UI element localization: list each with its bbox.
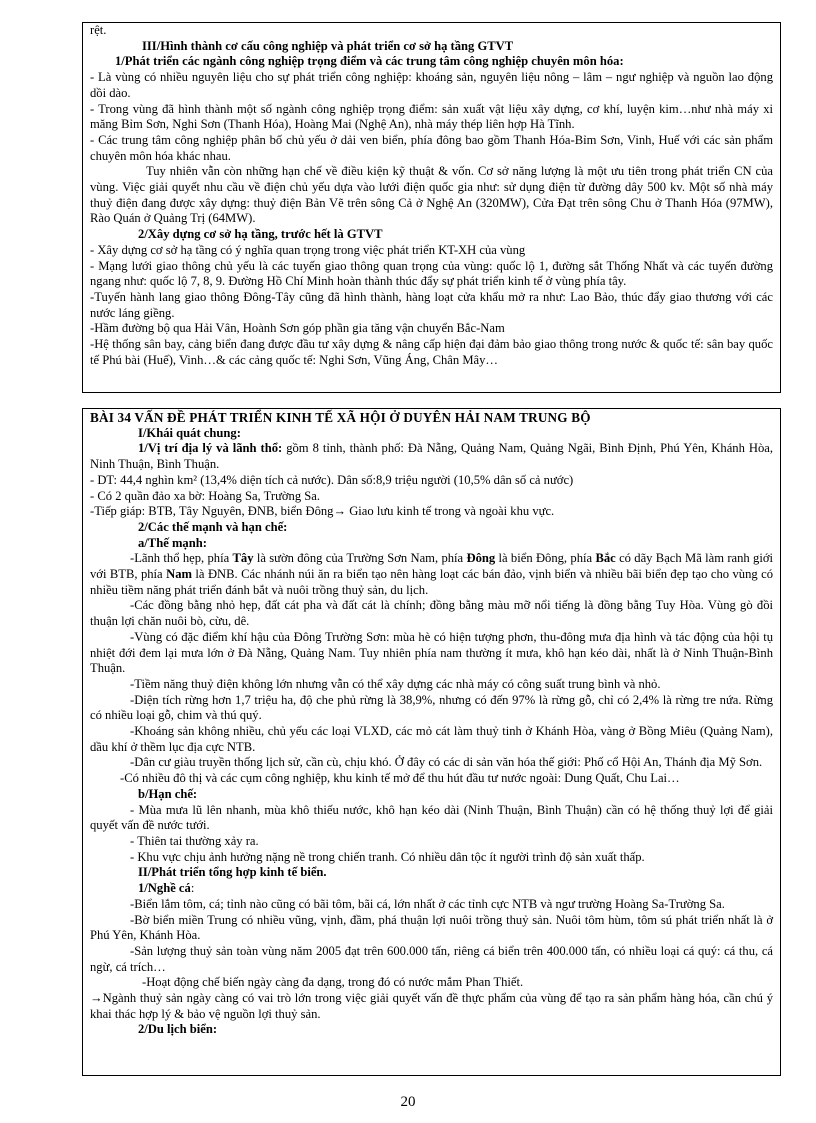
paragraph: -Có nhiều đô thị và các cụm công nghiệp, khu kinh tế mở để thu hút đầu tư nước ngoài: Dung Quất, Chu Lai… [120, 771, 680, 786]
paragraph: -Hầm đường bộ qua Hải Vân, Hoành Sơn góp phần gia tăng vận chuyển Bắc-Nam [90, 321, 505, 336]
paragraph [90, 441, 773, 472]
paragraph: -Hoạt động chế biến ngày càng đa dạng, trong đó có nước mắm Phan Thiết. [142, 975, 524, 990]
text-run: là biển Đông, phía [495, 551, 596, 566]
paragraph: -Các đồng bằng nhỏ hẹp, đất cát pha và đất cát là chính; đồng bằng màu mỡ nổi tiếng là đồng bằng Tuy Hòa. Vùng gò đồi thuận lợi chăn nuôi bò, cừu, dê. [90, 598, 773, 629]
subsection-heading: 2/Các thế mạnh và hạn chế: [138, 519, 288, 534]
paragraph: -Tiếp giáp: BTB, Tây Nguyên, ĐNB, biển Đông→ Giao lưu kinh tế trong và ngoài khu vực. [90, 504, 555, 519]
paragraph: -Bờ biển miền Trung có nhiều vũng, vịnh, đầm, phá thuận lợi nuôi trồng thuỷ sản. Nuôi tôm hùm, tôm sú phát triển nhất là ở Phú Yên, Khánh Hòa. [90, 912, 773, 943]
paragraph: -Diện tích rừng hơn 1,7 triệu ha, độ che phủ rừng là 38,9%, nhưng có đến 97% là rừng gỗ, chỉ có 2,4% là rừng tre nứa. Rừng có nhiều loại gỗ, chim và thú quý. [90, 692, 773, 723]
section-heading: II/Phát triển tổng hợp kinh tế biển. [138, 865, 327, 880]
paragraph: Tuy nhiên vẫn còn những hạn chế về điều kiện kỹ thuật & vốn. Cơ sở năng lượng là một ưu tiên trong phát triển CN của vùng. Việc giải quyết nhu cầu về điện chủ yếu dựa vào lưới điện quốc gia như: sử dụng điện từ đường dây 500 kv. Một số nhà máy thuỷ điện đang được xây dựng: thuỷ điện Bản Vẽ trên sông Cả ở Nghệ An (320MW), Cửa Đạt trên sông Chu ở Thanh Hóa (97MW), Rào Quán ở Quảng Trị (64MW). [90, 164, 773, 226]
subsection-heading: 1/Phát triển các ngành công nghiệp trọng điểm và các trung tâm công nghiệp chuyên môn hóa: [115, 54, 624, 69]
text-run: là sườn đông của Trường Sơn Nam, phía [253, 551, 467, 566]
paragraph-text: gồm 8 tỉnh, thành phố: Đà Nẵng, Quảng Nam, Quảng Ngãi, Bình Định, Phú Yên, Khánh Hòa, Ninh Thuận, Bình Thuận. [90, 441, 773, 472]
paragraph: - DT: 44,4 nghìn km² (13,4% diện tích cả nước). Dân số:8,9 triệu người (10,5% dân số cả nước) [90, 472, 574, 487]
paragraph: -Khoáng sản không nhiều, chủ yếu các loại VLXD, các mỏ cát làm thuỷ tinh ở Khánh Hòa, vàng ở Bồng Miêu (Quảng Nam), dầu khí ở thềm lục địa cực NTB. [90, 724, 773, 754]
text-run: : [190, 881, 195, 896]
subsection-heading: 2/Xây dựng cơ sở hạ tầng, trước hết là GTVT [138, 227, 383, 242]
text-run-bold: Tây [232, 551, 254, 566]
paragraph: -Biển lắm tôm, cá; tỉnh nào cũng có bãi tôm, bãi cá, lớn nhất ở các tỉnh cực NTB và ngư trường Hoàng Sa-Trường Sa. [130, 896, 725, 911]
lesson-title: BÀI 34 VẤN ĐỀ PHÁT TRIỂN KINH TẾ XÃ HỘI Ở DUYÊN HẢI NAM TRUNG BỘ [90, 410, 591, 425]
paragraph: -Sản lượng thuỷ sản toàn vùng năm 2005 đạt trên 600.000 tấn, riêng cá biển trên 400.000 tấn, có nhiều loại cá quý: cá thu, cá ngừ, cá trích… [90, 943, 773, 974]
lead-text: rệt. [90, 23, 107, 37]
paragraph: - Là vùng có nhiều nguyên liệu cho sự phát triển công nghiệp: khoáng sản, nguyên liệu nông – lâm – ngư nghiệp và nguồn lao động dồi dào. [90, 70, 773, 100]
section-frame-2 [82, 408, 781, 1076]
paragraph: -Tuyến hành lang giao thông Đông-Tây cũng đã hình thành, hàng loạt cửa khẩu mở ra như: Lao Bảo, thúc đẩy giao thương với các nước láng giềng. [90, 289, 773, 320]
paragraph: - Xây dựng cơ sở hạ tầng có ý nghĩa quan trọng trong việc phát triển KT-XH của vùng [90, 242, 526, 257]
text-run-bold: Đông [466, 551, 496, 566]
paragraph: - Trong vùng đã hình thành một số ngành công nghiệp trọng điểm: sản xuất vật liệu xây dựng, cơ khí, luyện kim…như nhà máy xi măng Bỉm Sơn, Nghi Sơn (Thanh Hóa), Hoàng Mai (Nghệ An), nhà máy thép liên hợp Hà Tĩnh. [90, 101, 773, 132]
subsection-heading: b/Hạn chế: [138, 786, 198, 801]
paragraph: - Các trung tâm công nghiệp phân bố chủ yếu ở dải ven biển, phía đông bao gồm Thanh Hóa-Bỉm Sơn, Vinh, Huế với các sản phẩm chuyên môn hóa khác nhau. [90, 132, 773, 163]
paragraph: - Mùa mưa lũ lên nhanh, mùa khô thiếu nước, khô hạn kéo dài (Ninh Thuận, Bình Thuận) cần có hệ thống thuỷ lợi để giải quyết vấn đề nước tưới. [90, 802, 773, 833]
section-heading: III/Hình thành cơ cấu công nghiệp và phát triển cơ sở hạ tầng GTVT [142, 38, 514, 53]
text-run: -Lãnh thổ hẹp, phía [130, 551, 233, 566]
paragraph [90, 551, 773, 598]
section-heading: I/Khái quát chung: [138, 425, 241, 440]
paragraph: -Tiềm năng thuỷ điện không lớn nhưng vẫn có thể xây dựng các nhà máy có công suất trung bình và nhỏ. [130, 676, 661, 691]
paragraph: -Dân cư giàu truyền thống lịch sử, cần cù, chịu khó. Ở đây có các di sản văn hóa thế giới: Phố cổ Hội An, Thánh địa Mỹ Sơn. [130, 755, 763, 770]
paragraph: -Hệ thống sân bay, cảng biển đang được đầu tư xây dựng & nâng cấp hiện đại đảm bảo giao thông trong nước & quốc tế: sân bay quốc tế Phú bài (Huế), Vinh…& các cảng quốc tế: Nghi Sơn, Vũng Áng, Chân Mây… [90, 337, 773, 367]
paragraph: - Có 2 quần đảo xa bờ: Hoàng Sa, Trường Sa. [90, 488, 321, 503]
subheading-bold: 1/Nghề cá [138, 881, 191, 896]
section-frame-1 [82, 22, 781, 393]
paragraph: - Thiên tai thường xảy ra. [130, 833, 259, 848]
subsection-heading: 2/Du lịch biển: [138, 1022, 218, 1037]
text-run-bold: Bắc [595, 551, 616, 566]
paragraph: - Khu vực chịu ảnh hưởng nặng nề trong chiến tranh. Có nhiều dân tộc ít người trình độ sản xuất thấp. [130, 849, 645, 864]
paragraph: - Mạng lưới giao thông chủ yếu là các tuyến giao thông quan trọng của vùng: quốc lộ 1, đường sắt Thống Nhất và các tuyến đường ngang như: quốc lộ 7, 8, 9. Đường Hồ Chí Minh hoàn thành thúc đẩy sự phát triển kinh tế ở vùng phía tây. [90, 258, 773, 289]
text-run-bold: Nam [166, 567, 192, 582]
page-number: 20 [400, 1094, 416, 1110]
text-run: có dãy Bạch Mã làm ranh giới với BTB, phía [90, 551, 773, 582]
subsection-heading: a/Thế mạnh: [138, 535, 207, 550]
paragraph: →Ngành thuỷ sản ngày càng có vai trò lớn trong việc giải quyết vấn đề thực phẩm của vùng để tạo ra sản phẩm hàng hóa, cần chú ý khai thác hợp lý & bảo vệ nguồn lợi thuỷ sản. [90, 991, 773, 1021]
subsection-heading [90, 881, 773, 897]
text-run: là ĐNB. Các nhánh núi ăn ra biển tạo nên hàng loạt các bán đảo, vịnh biển và nhiều bãi biển đẹp tạo cho vùng có nhiều tiềm năng phát triển đánh bắt và nuôi trồng thuỷ sản, du lịch. [90, 567, 773, 597]
subheading-inline: 1/Vị trí địa lý và lãnh thổ: [138, 441, 283, 456]
paragraph: -Vùng có đặc điểm khí hậu của Đông Trường Sơn: mùa hè có hiện tượng phơn, thu-đông mưa địa hình và tác động của hội tụ nhiệt đới đem lại mưa lớn ở Đà Nẵng, Quảng Nam. Tuy nhiên phía nam thường ít mưa, khô hạn kéo dài, nhất là ở Ninh Thuận-Bình Thuận. [90, 629, 773, 676]
